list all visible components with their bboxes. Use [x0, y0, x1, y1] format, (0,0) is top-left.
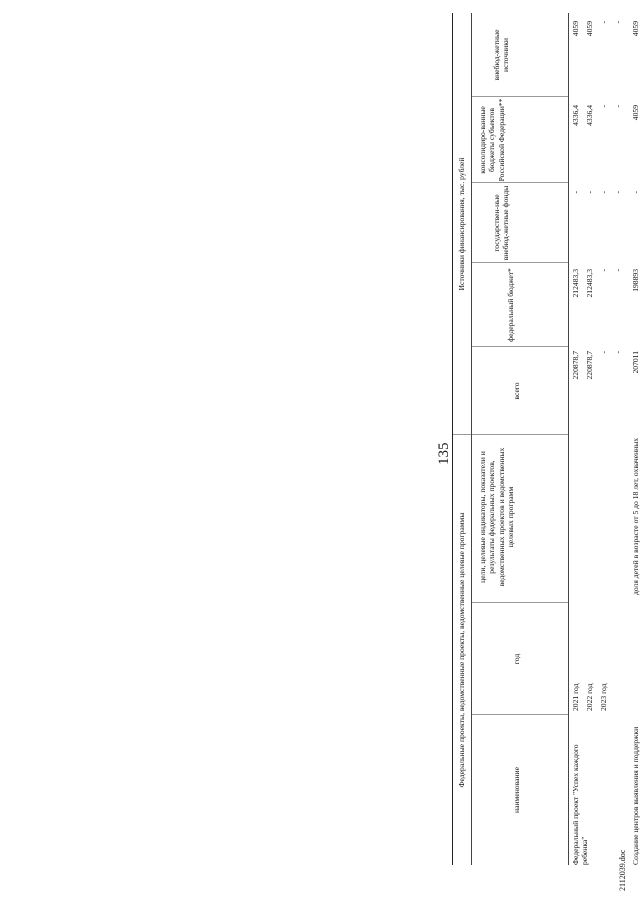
table-body	[569, 13, 640, 865]
divider	[472, 262, 568, 263]
cell-state-funds: -	[571, 191, 580, 194]
table-group	[569, 13, 629, 865]
cell-regional: -	[613, 105, 622, 108]
col-state-funds-header: государствен-ные внебюд-жетные фонды	[492, 185, 511, 261]
cell-extra: 4059	[571, 21, 580, 37]
cell-extra: -	[613, 21, 622, 24]
cell-year: 2021 год	[571, 683, 580, 711]
indicator-description: доля детей в возрасте от 5 до 18 лет, охваченных	[631, 437, 640, 595]
cell-state-funds: -	[585, 191, 594, 194]
table-group-header	[453, 13, 472, 865]
financing-table	[452, 13, 640, 865]
cell-state-funds: -	[613, 191, 622, 194]
cell-year: 2022 год	[585, 683, 594, 711]
cell-total: 220878,7	[571, 351, 580, 380]
cell-extra: 4059	[631, 21, 640, 37]
divider	[472, 602, 568, 603]
table-row	[629, 13, 640, 865]
cell-state-funds: -	[631, 191, 640, 194]
document-id: 2112039.doc	[618, 849, 627, 891]
col-federal-header: федеральный бюджет*	[506, 268, 515, 342]
table-row	[569, 13, 583, 865]
cell-federal: -	[599, 269, 608, 272]
page-number: 135	[436, 442, 452, 465]
cell-total: 220878,7	[585, 351, 594, 380]
divider	[472, 346, 568, 347]
cell-federal: 212483,3	[571, 269, 580, 298]
col-goals-header: цели, целевые индикаторы, показатели и результаты федеральных проектов, ведомственных проектов и ведомственных целевых программ	[478, 447, 516, 587]
cell-year: 2023 год	[599, 683, 608, 711]
cell-federal: 212483,3	[585, 269, 594, 298]
group-header-financing: Источники финансирования, тыс. рублей	[457, 157, 466, 291]
cell-extra: -	[599, 21, 608, 24]
divider	[472, 96, 568, 97]
cell-state-funds: -	[599, 191, 608, 194]
col-year-header: год	[512, 653, 521, 665]
item-name: Создание центров выявления и поддержки	[631, 726, 640, 865]
table-row	[597, 13, 611, 865]
table-column-header	[472, 13, 569, 865]
cell-regional: 4059	[631, 105, 640, 121]
group-header-projects: Федеральные проекты, ведомственные проекты, ведомственные целевые программы	[457, 512, 466, 788]
cell-total: 207011	[631, 351, 640, 374]
cell-regional: 4336,4	[571, 105, 580, 126]
table-row	[583, 13, 597, 865]
cell-total: -	[613, 351, 622, 354]
cell-federal: -	[613, 269, 622, 272]
cell-extra: 4059	[585, 21, 594, 37]
item-name: Федеральный проект "Успех каждого ребенка"	[571, 744, 590, 865]
cell-federal: 198893	[631, 269, 640, 292]
cell-total: -	[599, 351, 608, 354]
col-name-header: наименование	[512, 767, 521, 813]
table-group	[629, 13, 640, 865]
cell-regional: -	[599, 105, 608, 108]
col-total-header: всего	[512, 382, 521, 400]
table-row	[611, 13, 625, 865]
col-extra-header: внебюд-жетные источники	[492, 29, 511, 81]
col-regional-header: консолидиро-ванные бюджеты субъектов Российской Федерации**	[478, 98, 506, 182]
cell-regional: 4336,4	[585, 105, 594, 126]
